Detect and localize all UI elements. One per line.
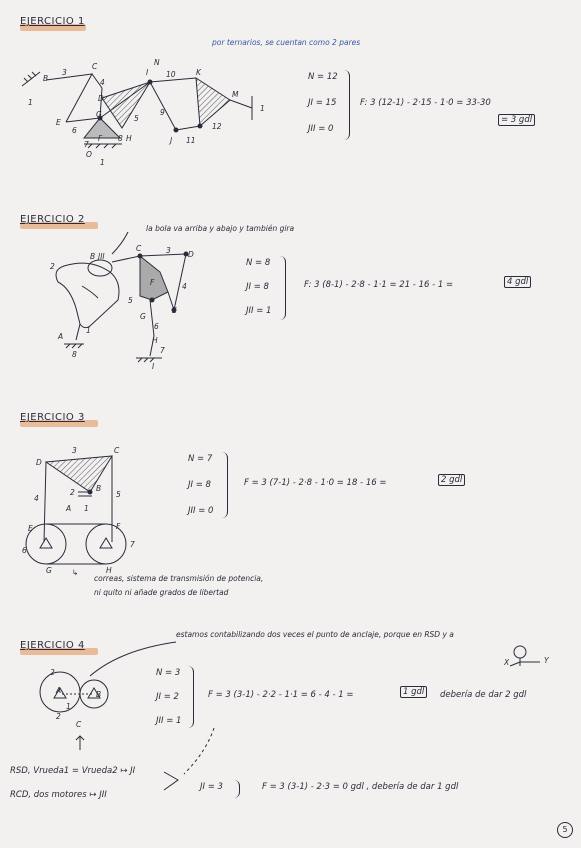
ex1-label: F [98,134,103,143]
ex3-formula: F = 3 (7-1) - 2·8 - 1·0 = 18 - 16 = [244,478,387,488]
ex2-result: 4 gdl [504,276,531,288]
ex4-J1b: JI = 3 [200,782,223,792]
ex4-label: B [96,690,102,699]
ex2-label: D [188,250,194,259]
ex1-label: 11 [186,136,196,145]
ex2-label: JII [98,252,105,261]
ex4-label: 2 [56,712,61,721]
ex3-label: 6 [22,546,27,555]
ex3-J1: JI = 8 [188,480,211,490]
ex2-label: 1 [86,326,91,335]
ex4-brace [188,666,194,728]
ex1-label: 9 [160,108,165,117]
ex1-label: 1 [100,158,105,167]
page-number: 5 [557,822,573,838]
ex3-label: E [28,524,33,533]
ex1-title: EJERCICIO 1 [20,16,85,27]
ex3-label: H [106,566,112,575]
ex3-note2: ni quito ni añade grados de libertad [94,588,229,597]
ex3-J2: JII = 0 [188,506,214,516]
ex3-label: 4 [34,494,39,503]
ex2-label: 6 [154,322,159,331]
ex2-label: B [90,252,96,261]
ex4-J1: JI = 2 [156,692,179,702]
ex2-label: G [140,312,146,321]
ex1-label: 10 [166,70,176,79]
ex2-formula: F: 3 (8-1) - 2·8 - 1·1 = 21 - 16 - 1 = [304,280,454,290]
ex3-title: EJERCICIO 3 [20,412,85,423]
ex1-label: M [232,90,239,99]
ex1-label: 1 [260,104,265,113]
ex2-label: I [152,362,155,371]
ex1-label: O [86,150,92,159]
ex1-label: 12 [212,122,222,131]
ex1-result: = 3 gdl [498,114,535,126]
ex4-label: 2 [50,668,55,677]
ex2-label: 2 [50,262,55,271]
ex3-label: 3 [72,446,77,455]
ex2-title: EJERCICIO 2 [20,214,85,225]
ex1-label: N [154,58,160,67]
ex2-label: A [58,332,64,341]
ex1-label: G [96,110,102,119]
ex2-label: H [152,336,158,345]
ex2-J1: JI = 8 [246,282,269,292]
ex1-label: 5 [134,114,139,123]
ex3-label: F [116,522,121,531]
ex1-J2: JII = 0 [308,124,334,134]
ex1-label: D [98,94,104,103]
ex3-label: 2 [70,488,75,497]
ex1-label: B [43,74,49,83]
ex3-N: N = 7 [188,454,213,464]
ex4-axis-y: Y [544,656,549,665]
ex2-label: E [172,306,177,315]
ex2-label: 5 [128,296,133,305]
ex2-label: 7 [160,346,165,355]
ex4-rsd: RSD, Vrueda1 = Vrueda2 ↦ JI [10,766,136,776]
ex4-J2: JII = 1 [156,716,182,726]
ex3-label: A [66,504,72,513]
ex1-label: 4 [100,78,105,87]
ex1-formula: F: 3 (12-1) - 2·15 - 1·0 = 33-30 [360,98,491,108]
ex1-label: H [126,134,132,143]
ex1-N: N = 12 [308,72,338,82]
ex3-label: G [46,566,52,575]
ex1-label: C [92,62,98,71]
ex4-label: C [76,720,82,729]
ex1-label: 7 [84,140,89,149]
ex3-result: 2 gdl [438,474,465,486]
ex2-label: 3 [166,246,171,255]
ex2-label: 8 [72,350,77,359]
ex2-J2: JII = 1 [246,306,272,316]
ex4-N: N = 3 [156,668,181,678]
ex2-label: C [136,244,142,253]
ex1-label: 8 [118,134,123,143]
ex1-label: 3 [62,68,67,77]
ex4-label: A [56,686,62,695]
ex1-label: E [56,118,61,127]
ex3-label: 5 [116,490,121,499]
ex4-rcd: RCD, dos motores ↦ JII [10,790,107,800]
ex4-result-note: debería de dar 2 gdl [440,690,527,700]
ex2-note: la bola va arriba y abajo y también gira [146,224,295,233]
ex3-label: C [114,446,120,455]
ex2-N: N = 8 [246,258,271,268]
ex1-note: por ternarios, se cuentan como 2 pares [212,38,361,47]
ex4-note: estamos contabilizando dos veces el punto de anclaje, porque en RSD y a [176,630,454,639]
ex3-label: D [36,458,42,467]
ex3-label: B [96,484,102,493]
ex1-label: I [146,68,149,77]
ex4-formula2: F = 3 (3-1) - 2·3 = 0 gdl , debería de dar 1 gdl [262,782,459,792]
ex3-label: 7 [130,540,135,549]
ex2-label: F [150,278,155,287]
ex1-label: 1 [28,98,33,107]
ex3-arrow: ↳ [72,568,79,577]
ex4-result: 1 gdl [400,686,427,698]
ex1-J1: JI = 15 [308,98,337,108]
ex4-title: EJERCICIO 4 [20,640,85,651]
ex4-formula: F = 3 (3-1) - 2·2 - 1·1 = 6 - 4 - 1 = [208,690,354,700]
ex3-label: 1 [84,504,89,513]
ex1-label: 6 [72,126,77,135]
ex4-axis-x: X [504,658,510,667]
ex1-label: K [196,68,201,77]
ex1-label: J [170,136,173,145]
ex3-note1: correas, sistema de transmisión de potencia, [94,574,264,583]
ex4-label: 1 [66,702,71,711]
ex2-label: 4 [182,282,187,291]
